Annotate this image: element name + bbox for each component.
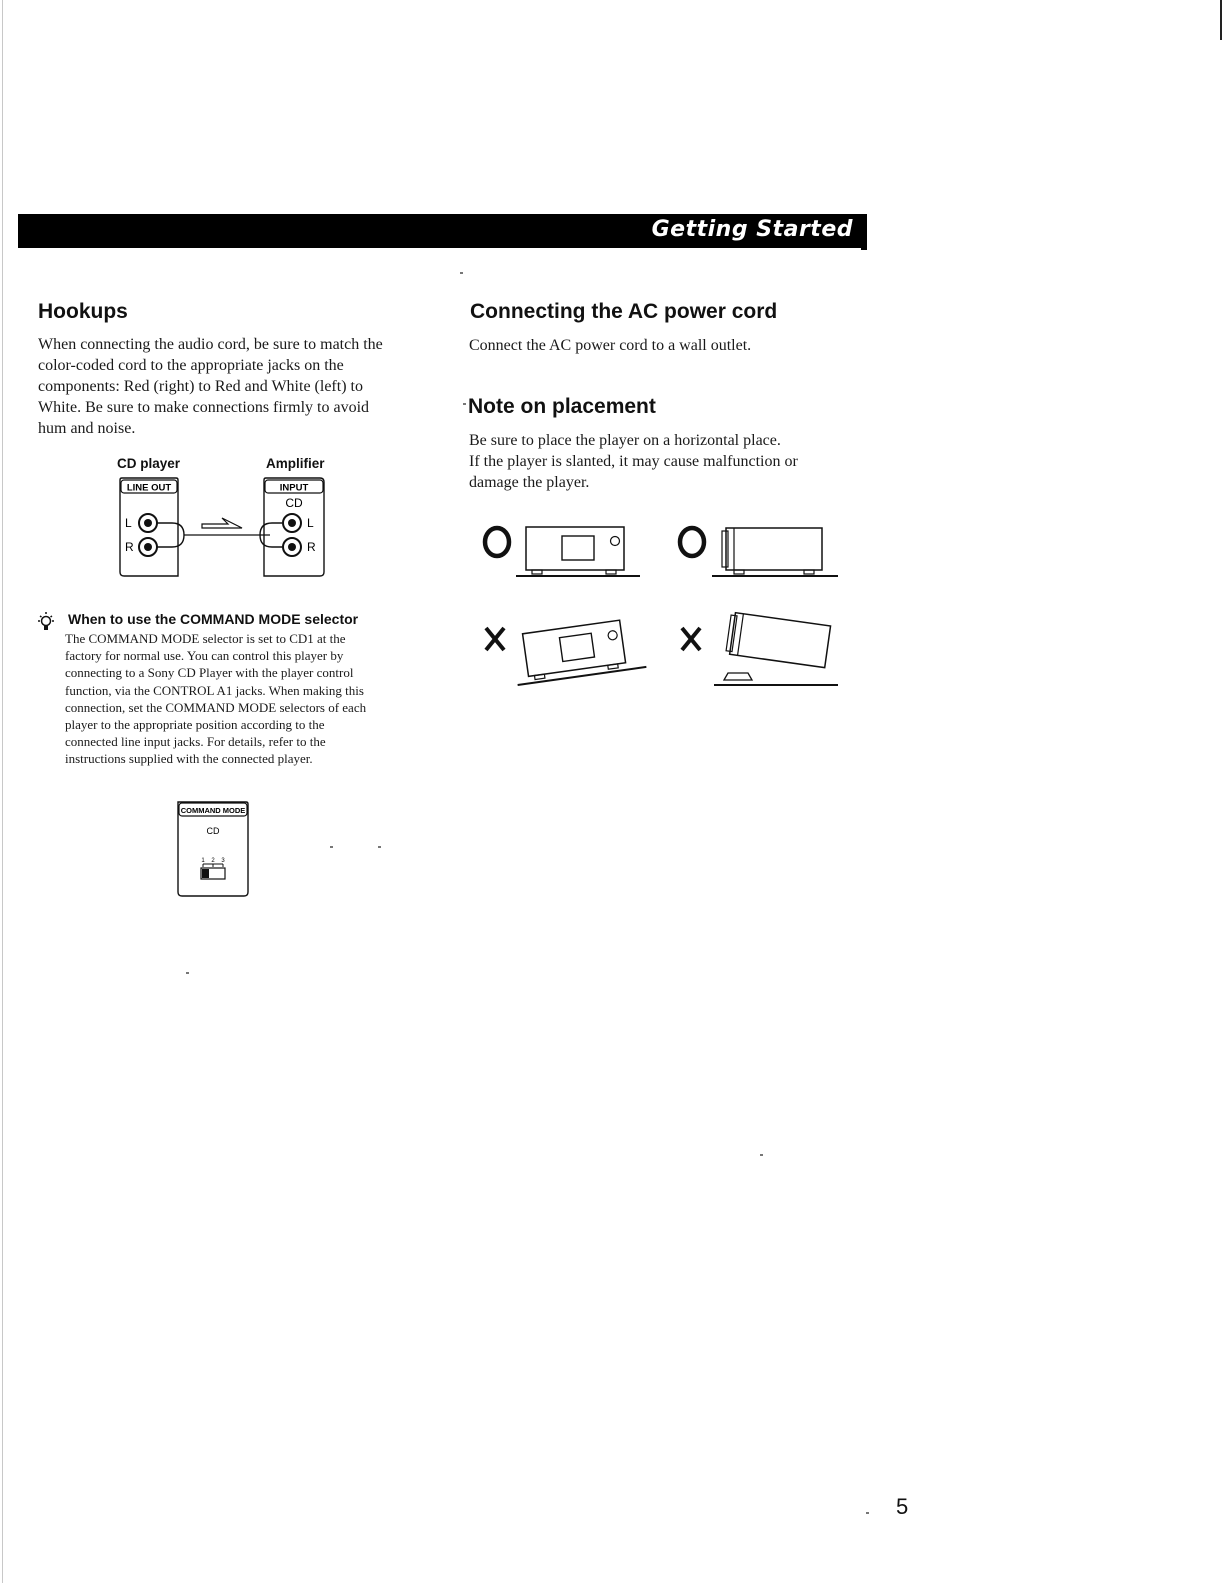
hookups-line-5: hum and noise. <box>38 420 136 437</box>
placement-diagram <box>478 515 848 695</box>
correct-circle-icon <box>485 528 509 556</box>
correct-front-example <box>485 527 640 576</box>
placement-line-1: Be sure to place the player on a horizontal place. <box>469 432 781 449</box>
power-title: Connecting the AC power cord <box>470 300 778 323</box>
cd-left-jack-icon <box>139 514 157 532</box>
position-1-label: 1 <box>201 858 205 864</box>
tip-line-8: instructions supplied with the connected player. <box>65 751 313 767</box>
hookups-line-2: color-coded cord to the appropriate jacks on the <box>38 357 344 374</box>
hookups-line-1: When connecting the audio cord, be sure to match the <box>38 336 383 353</box>
amplifier-label: Amplifier <box>266 456 325 471</box>
correct-circle-icon <box>680 528 704 556</box>
placement-line-3: damage the player. <box>469 474 590 491</box>
correct-side-example <box>680 528 838 576</box>
tip-line-6: player to the appropriate position according to the <box>65 717 325 732</box>
scan-speck <box>330 846 333 848</box>
position-3-label: 3 <box>221 858 225 864</box>
position-2-label: 2 <box>211 858 215 864</box>
scan-speck <box>760 1154 763 1156</box>
placement-title: Note on placement <box>468 395 656 418</box>
section-header-bar <box>18 214 867 248</box>
scan-speck <box>460 272 463 274</box>
amp-left-jack-icon <box>283 514 301 532</box>
lightbulb-icon <box>38 610 62 634</box>
command-mode-cd-label: CD <box>206 826 220 836</box>
scan-speck <box>186 972 189 974</box>
placement-line-2: If the player is slanted, it may cause malfunction or <box>469 453 798 470</box>
section-title: Getting Started <box>651 217 853 242</box>
cd-right-jack-icon <box>139 538 157 556</box>
power-body: Connect the AC power cord to a wall outlet. <box>469 337 752 354</box>
amp-left-label: L <box>307 516 314 530</box>
cd-right-label: R <box>125 540 134 554</box>
amp-right-label: R <box>307 540 316 554</box>
hookups-line-3: components: Red (right) to Red and White (left) to <box>38 378 363 395</box>
scan-speck <box>463 403 466 405</box>
page-edge <box>2 0 3 1583</box>
page-edge-mark <box>1220 0 1222 40</box>
tip-title: When to use the COMMAND MODE selector <box>68 611 359 627</box>
cd-cable-loop <box>157 523 184 547</box>
tip-line-2: factory for normal use. You can control this player by <box>65 648 344 664</box>
scan-speck <box>866 1512 869 1514</box>
arrow-right-icon <box>202 518 242 528</box>
amp-right-jack-icon <box>283 538 301 556</box>
scan-speck <box>378 846 381 848</box>
tip-line-4: function, via the CONTROL A1 jacks. When making this <box>65 682 364 698</box>
input-label: INPUT <box>279 482 309 494</box>
hookups-line-4: White. Be sure to make connections firmly to avoid <box>38 399 370 416</box>
tip-line-3: connecting to a Sony CD Player with the player control <box>65 665 354 681</box>
wrong-front-example <box>486 617 646 685</box>
page-number: 5 <box>896 1494 909 1519</box>
tip-line-7: connected line input jacks. For details, refer to the <box>65 734 326 750</box>
wrong-side-example <box>682 612 838 685</box>
command-mode-label: COMMAND MODE <box>180 806 246 815</box>
cd-left-label: L <box>125 516 132 530</box>
command-mode-selector-diagram <box>172 796 254 902</box>
cd-player-label: CD player <box>117 456 181 471</box>
tip-line-5: connection, set the COMMAND MODE selectors of each <box>65 699 367 715</box>
hookups-title: Hookups <box>38 300 128 323</box>
header-tick <box>861 246 867 250</box>
wrong-cross-icon <box>486 628 504 650</box>
input-cd-label: CD <box>285 496 303 510</box>
tip-line-1: The COMMAND MODE selector is set to CD1 at the <box>65 631 346 646</box>
wrong-cross-icon <box>682 628 700 650</box>
hookup-diagram <box>110 472 340 584</box>
line-out-label: LINE OUT <box>126 482 172 494</box>
